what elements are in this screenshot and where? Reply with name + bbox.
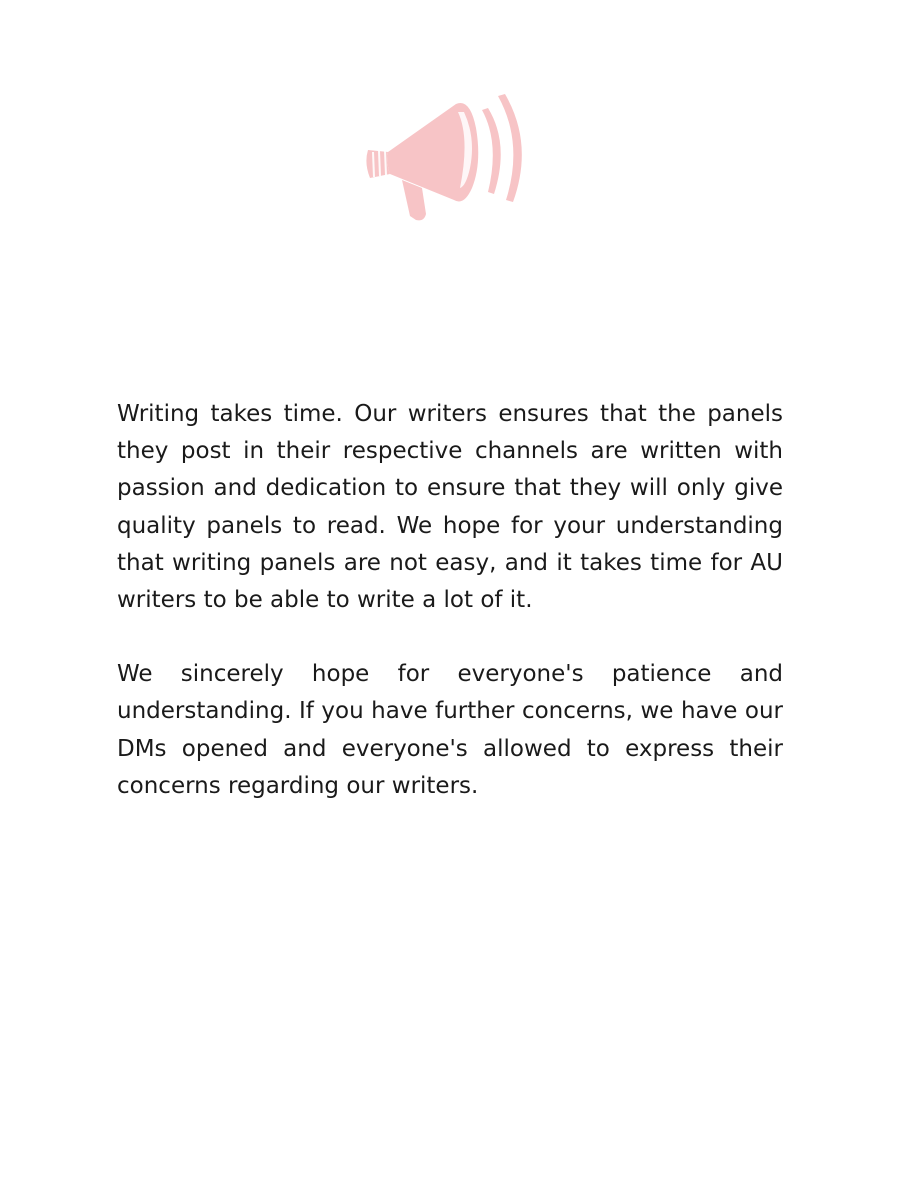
paragraph-writing-takes-time: Writing takes time. Our writers ensures that the panels they post in their respective channels are written with passion and dedication to ensure that they will only give quality panels to read. We hope for your understanding that writing panels are not easy, and it takes time for AU writers to be able to write a lot of it.: [117, 401, 783, 614]
announcement-body: [117, 396, 783, 805]
paragraph-patience-understanding: We sincerely hope for everyone's patience and understanding. If you have further concerns, we have our DMs opened and everyone's allowed to express their concerns regarding our writers.: [117, 661, 783, 799]
megaphone-icon: [360, 88, 540, 223]
